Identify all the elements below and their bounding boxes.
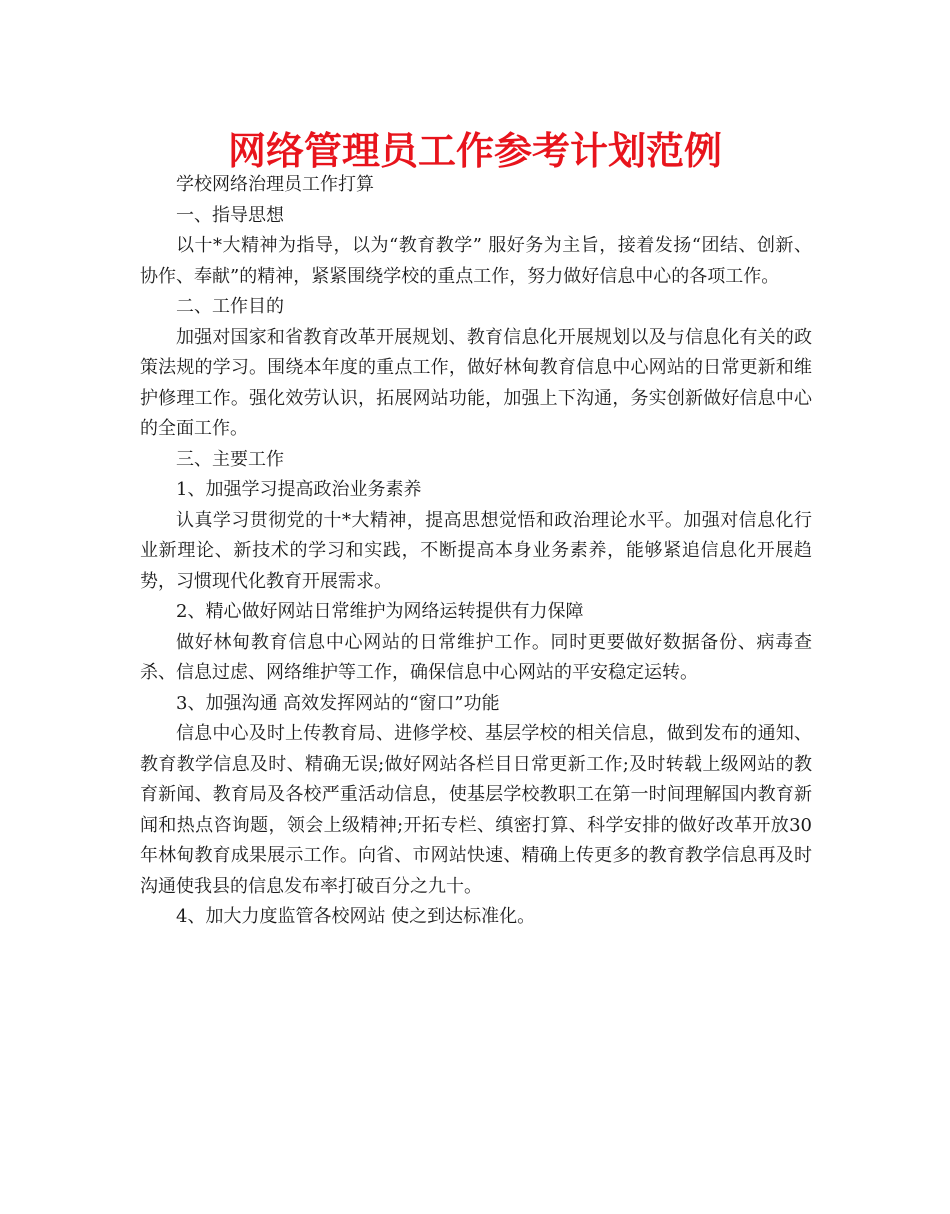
paragraph-heading-plan: 学校网络治理员工作打算: [176, 174, 374, 195]
paragraph-communication: 信息中心及时上传教育局、进修学校、基层学校的相关信息，做到发布的通知、教育教学信息及时、精确无误;做好网站各栏目日常更新工作;及时转载上级网站的教育新闻、教育局及各校严重活动信息，使基层学校教职工在第一时间理解国内教育新闻和热点咨询题，领会上级精神;开拓专栏、缜密打算、科学安排的做好改革开放30年林甸教育成果展示工作。向省、市网站快速、精确上传更多的教育教学信息再及时沟通使我县的信息发布率打破百分之九十。: [140, 723, 812, 897]
section-heading-work-goals: 二、工作目的: [176, 296, 284, 317]
document-body: [140, 170, 812, 933]
paragraph-work-goals: 加强对国家和省教育改革开展规划、教育信息化开展规划以及与信息化有关的政策法规的学习。围绕本年度的重点工作，做好林甸教育信息中心网站的日常更新和维护修理工作。强化效劳认识，拓展网站功能，加强上下沟通，务实创新做好信息中心的全面工作。: [140, 326, 812, 439]
paragraph-maintenance: 做好林甸教育信息中心网站的日常维护工作。同时更要做好数据备份、病毒查杀、信息过虑、网络维护等工作，确保信息中心网站的平安稳定运转。: [140, 631, 812, 683]
subheading-study: 1、加强学习提高政治业务素养: [176, 479, 422, 500]
section-heading-guiding-ideology: 一、指导思想: [176, 204, 284, 226]
subheading-maintenance: 2、精心做好网站日常维护为网络运转提供有力保障: [176, 601, 584, 622]
subheading-supervision: 4、加大力度监管各校网站 使之到达标准化。: [176, 906, 536, 927]
subheading-communication: 3、加强沟通 高效发挥网站的“窗口”功能: [176, 692, 500, 714]
paragraph-study: 认真学习贯彻党的十*大精神，提高思想觉悟和政治理论水平。加强对信息化行业新理论、新技术的学习和实践，不断提高本身业务素养，能够紧追信息化开展趋势，习惯现代化教育开展需求。: [140, 509, 812, 592]
section-heading-main-work: 三、主要工作: [176, 448, 284, 470]
paragraph-guiding-ideology: 以十*大精神为指导，以为“教育教学” 服好务为主旨，接着发扬“团结、创新、协作、奉献”的精神，紧紧围绕学校的重点工作，努力做好信息中心的各项工作。: [140, 235, 812, 287]
document-title: 网络管理员工作参考计划范例: [227, 129, 722, 173]
